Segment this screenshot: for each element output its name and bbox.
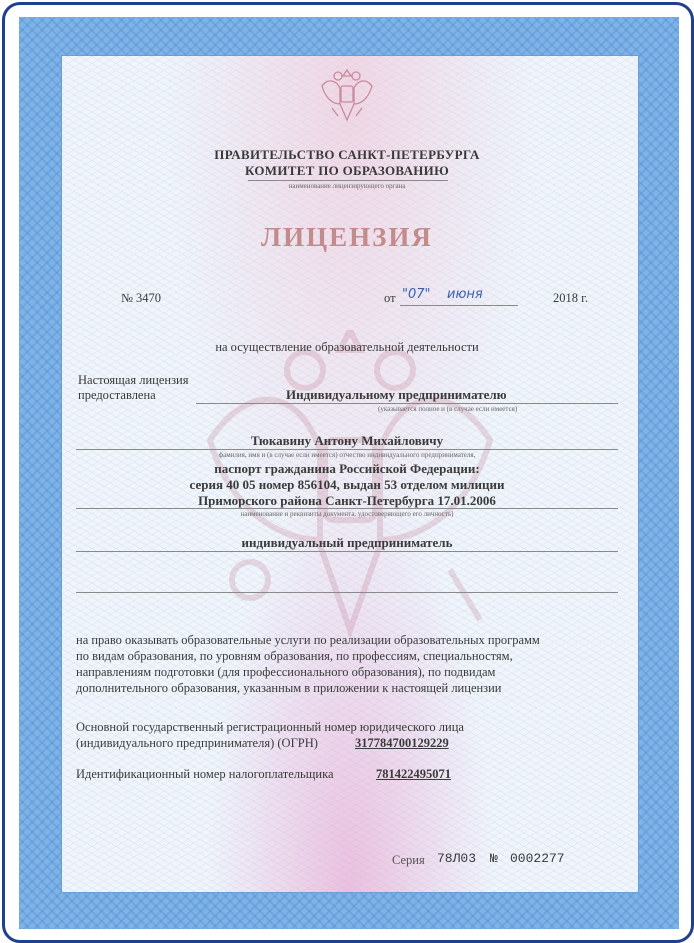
series-number-sign: №	[490, 851, 498, 866]
name-caption: фамилия, имя и (в случае если имеется) отчество индивидуального предпринимателя,	[218, 451, 476, 459]
passport-line-3: Приморского района Санкт-Петербурга 17.01.2006	[198, 493, 496, 508]
document-title: ЛИЦЕНЗИЯ	[261, 222, 433, 252]
rights-text-line-2: по видам образования, по уровням образования, по профессиям, специальностям,	[76, 649, 513, 663]
ogrn-label-line-1: Основной государственный регистрационный номер юридического лица	[76, 720, 464, 734]
inn-label: Идентификационный номер налогоплательщика	[76, 767, 334, 781]
date-underline	[400, 305, 518, 306]
authority-underline	[248, 180, 448, 181]
series-label: Серия	[392, 853, 425, 867]
series-number: 0002277	[510, 851, 565, 866]
document-caption: наименование и реквизиты документа, удостоверяющего его личность)	[240, 510, 454, 518]
status-underline	[76, 551, 618, 552]
holder-name: Тюкавину Антону Михайловичу	[250, 433, 444, 448]
granted-label-2: предоставлена	[78, 388, 156, 402]
inn-value: 781422495071	[376, 767, 451, 781]
date-month: июня	[447, 287, 483, 302]
ogrn-value: 317784700129229	[355, 736, 449, 750]
rights-text-line-3: направлениям подготовки (для профессионального образования), по подвидам	[76, 665, 496, 679]
blank-underline	[76, 592, 618, 593]
date-day: "07"	[402, 287, 431, 302]
authority-caption: наименование лицензирующего органа	[288, 182, 406, 190]
license-number: № 3470	[121, 291, 162, 305]
date-year: 2018 г.	[553, 291, 588, 305]
date-prefix: от	[384, 291, 396, 305]
rights-text-line-1: на право оказывать образовательные услуги по реализации образовательных программ	[76, 633, 540, 647]
authority-committee: КОМИТЕТ ПО ОБРАЗОВАНИЮ	[244, 163, 450, 178]
holder-type: Индивидуальному предпринимателю	[286, 387, 507, 402]
passport-line-2: серия 40 05 номер 856104, выдан 53 отделом милиции	[189, 477, 505, 492]
authority-government: ПРАВИТЕЛЬСТВО САНКТ-ПЕТЕРБУРГА	[214, 147, 480, 162]
holder-underline	[196, 403, 618, 404]
passport-line-1: паспорт гражданина Российской Федерации:	[214, 461, 480, 476]
series-value: 78Л03	[437, 851, 477, 866]
rights-text-line-4: дополнительного образования, указанным в приложении к настоящей лицензии	[76, 681, 502, 695]
holder-caption: (указывается полное и (в случае если имеется)	[378, 405, 518, 413]
coat-of-arms-icon	[318, 64, 376, 126]
holder-status: индивидуальный предприниматель	[241, 535, 453, 550]
passport-underline	[76, 508, 618, 509]
name-underline	[76, 449, 618, 450]
ogrn-label-line-2: (индивидуального предпринимателя) (ОГРН)	[76, 736, 318, 750]
license-purpose: на осуществление образовательной деятельности	[215, 340, 479, 354]
granted-label-1: Настоящая лицензия	[78, 373, 189, 387]
